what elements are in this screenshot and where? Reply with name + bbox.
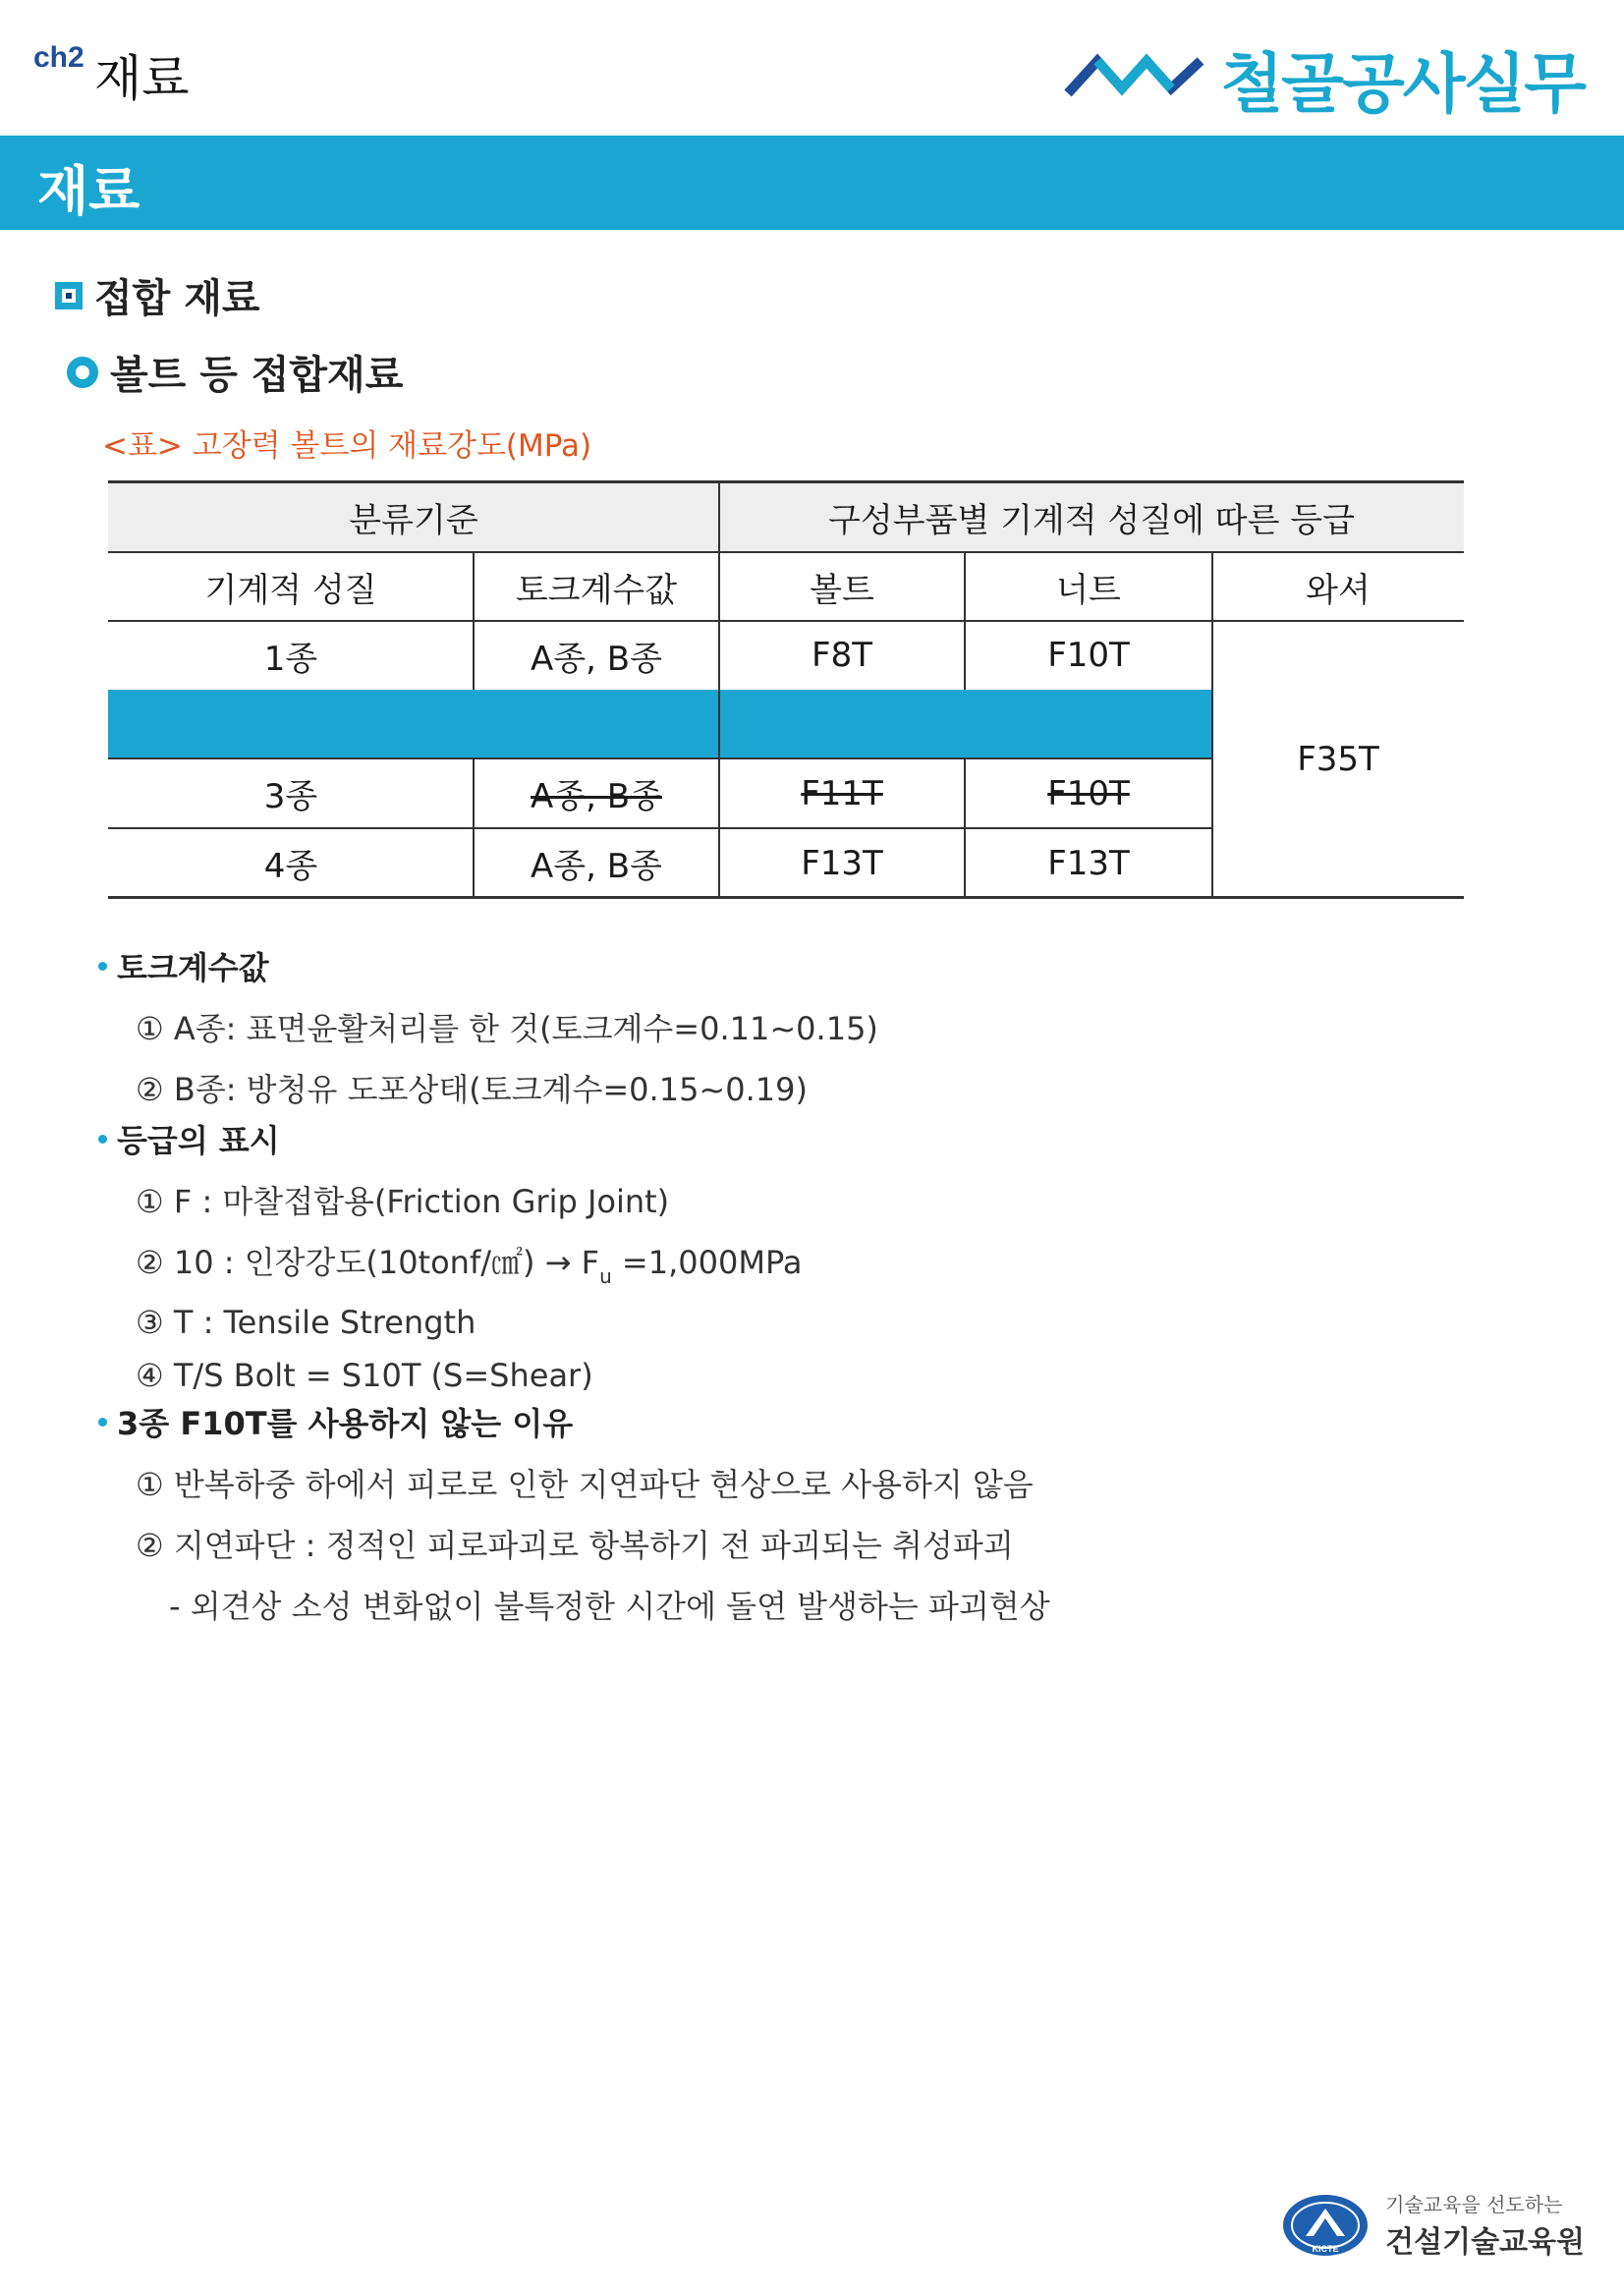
dot-bullet-icon	[98, 1418, 107, 1427]
banner-title: 재료	[37, 160, 140, 222]
note-heading	[98, 943, 878, 988]
brand-wave-icon	[1063, 49, 1210, 108]
bolt-strength-table	[108, 481, 1464, 898]
note-item: ② 지연파단 : 정적인 피로파괴로 항복하기 전 파괴되는 취성파괴	[136, 1527, 1014, 1564]
section-title: 접합 재료	[94, 276, 260, 321]
washer-cell: F35T	[1297, 740, 1379, 779]
note-heading-text: 3종 F10T를 사용하지 않는 이유	[117, 1405, 574, 1442]
subsection-title: 볼트 등 접합재료	[110, 353, 404, 398]
table-rule	[108, 827, 1212, 829]
note-item: ① A종: 표면윤활처리를 한 것(토크계수=0.11~0.15)	[136, 1010, 878, 1047]
table-rule	[108, 551, 1464, 553]
table-rule	[718, 481, 720, 898]
square-bullet-icon	[55, 282, 83, 309]
table-rule	[964, 758, 966, 898]
note-item: ① F : 마찰접합용(Friction Grip Joint)	[136, 1183, 670, 1220]
table-cell: F10T	[1047, 636, 1130, 675]
table-cell: 3종	[263, 777, 318, 816]
column-header: 토크계수값	[515, 570, 678, 610]
note-heading-text: 등급의 표시	[117, 1122, 280, 1159]
title-banner	[0, 136, 1624, 230]
seal-text: KICTE	[1312, 2243, 1339, 2254]
footer-tagline: 기술교육을 선도하는	[1385, 2193, 1563, 2216]
group-header-grade: 구성부품별 기계적 성질에 따른 등급	[719, 481, 1464, 552]
table-cell: F13T	[1047, 843, 1130, 883]
brand	[1063, 31, 1585, 125]
note-block-torque	[98, 943, 878, 1126]
note-item	[136, 1238, 802, 1288]
fu-value: =1,000MPa	[621, 1244, 803, 1281]
note-item-text: ② 10 : 인장강도(10tonf/㎠) → F	[136, 1244, 600, 1281]
table-cell: 4종	[263, 847, 318, 886]
group-header-classification: 분류기준	[108, 481, 719, 552]
column-header: 너트	[1056, 570, 1121, 610]
ring-bullet-icon	[67, 357, 98, 388]
fu-subscript: u	[599, 1264, 612, 1288]
chapter-title: 재료	[94, 50, 190, 107]
column-header: 와셔	[1306, 570, 1371, 610]
table-rule	[473, 552, 475, 690]
column-header: 기계적 성질	[204, 570, 377, 610]
column-header: 볼트	[810, 570, 874, 610]
footer-org-name: 건설기술교육원	[1385, 2225, 1585, 2260]
highlight-bar	[108, 690, 1212, 758]
table-rule	[108, 480, 1464, 483]
footer-text	[1385, 2189, 1585, 2261]
table-cell: F10T	[1047, 773, 1130, 813]
table-cell: F13T	[801, 843, 883, 883]
table-rule	[108, 620, 1464, 622]
note-heading	[98, 1116, 802, 1161]
footer-branding	[1281, 2189, 1585, 2261]
note-heading	[98, 1399, 1050, 1444]
table-cell: A종, B종	[531, 639, 662, 679]
table-cell: 1종	[263, 639, 318, 679]
table-rule	[1211, 552, 1213, 898]
table-rule	[108, 896, 1464, 899]
note-block-reason	[98, 1399, 1050, 1627]
table-cell: F8T	[812, 636, 872, 675]
table-cell: A종, B종	[531, 777, 662, 816]
note-block-grade	[98, 1116, 802, 1410]
note-item: ① 반복하중 하에서 피로로 인한 지연파단 현상으로 사용하지 않음	[136, 1466, 1034, 1503]
section-heading	[55, 267, 260, 323]
table-caption: <표> 고장력 볼트의 재료강도(MPa)	[102, 428, 592, 464]
brand-name: 철골공사실무	[1220, 46, 1585, 122]
note-item: ④ T/S Bolt = S10T (S=Shear)	[136, 1357, 593, 1394]
table-rule	[473, 758, 475, 898]
table-rule	[964, 552, 966, 690]
table-cell: F11T	[801, 773, 883, 813]
dot-bullet-icon	[98, 962, 107, 971]
table-rule	[108, 757, 1212, 759]
table-cell: A종, B종	[531, 847, 662, 886]
note-item: ③ T : Tensile Strength	[136, 1304, 476, 1341]
note-subitem: - 외견상 소성 변화없이 불특정한 시간에 돌연 발생하는 파괴현상	[169, 1588, 1050, 1625]
note-heading-text: 토크계수값	[117, 949, 269, 986]
note-item: ② B종: 방청유 도포상태(토크계수=0.15~0.19)	[136, 1071, 808, 1108]
kicte-seal-icon	[1281, 2193, 1370, 2258]
subsection-heading	[67, 344, 403, 400]
dot-bullet-icon	[98, 1135, 107, 1144]
chapter-label: ch2	[33, 41, 84, 74]
